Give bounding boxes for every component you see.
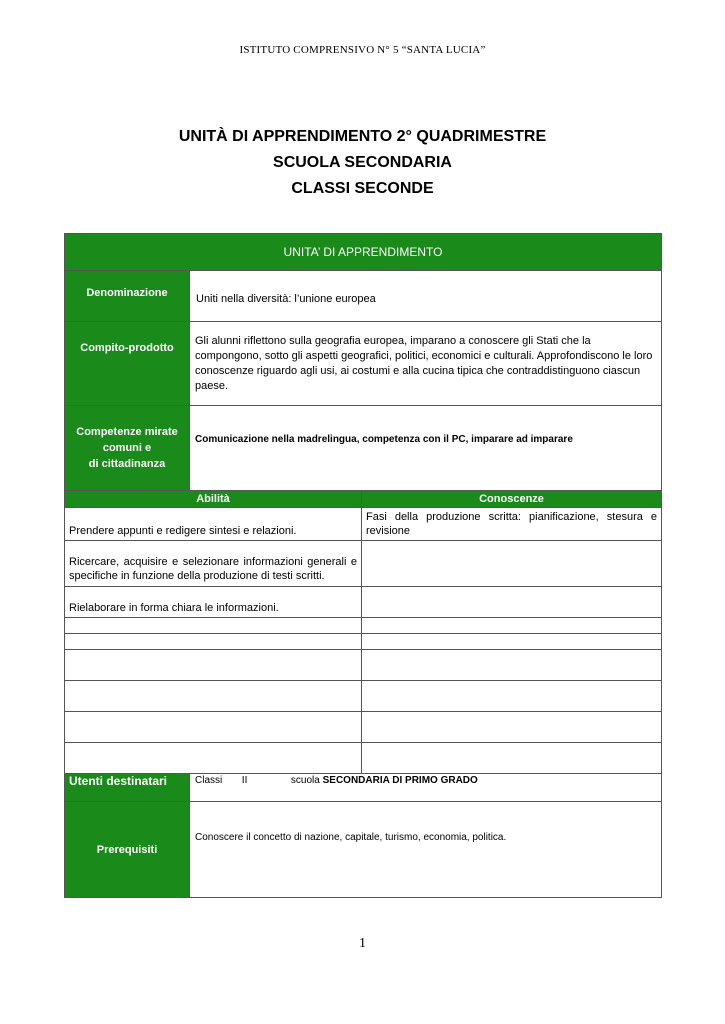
empty-cell	[362, 712, 662, 743]
competenze-label	[65, 406, 190, 491]
prerequisiti-label-text: Prerequisiti	[96, 843, 158, 856]
compito-label-text: Compito-prodotto	[80, 342, 174, 354]
utenti-label-text: Utenti destinatari	[69, 774, 168, 788]
denominazione-label-text: Denominazione	[86, 287, 168, 299]
abilita-cell-2: Ricercare, acquisire e selezionare informazioni generali e specifiche in funzione della produzione di testi scritti.	[65, 541, 362, 587]
empty-cell	[362, 618, 662, 634]
empty-row	[65, 618, 362, 634]
prerequisiti-label	[65, 802, 190, 898]
utenti-numero: II	[241, 775, 248, 786]
uda-table	[64, 233, 662, 898]
utenti-classi: Classi	[195, 775, 223, 786]
denominazione-label	[65, 271, 190, 322]
empty-cell	[362, 743, 662, 774]
utenti-grado: SECONDARIA DI PRIMO GRADO	[322, 775, 478, 786]
abilita-header: Abilità	[65, 491, 362, 508]
title-line-3: CLASSI SECONDE	[291, 180, 434, 197]
compito-label	[65, 322, 190, 406]
table-heading	[65, 234, 662, 271]
utenti-value	[190, 774, 662, 802]
conoscenze-cell-2	[362, 541, 662, 587]
page-number: 1	[359, 936, 366, 951]
empty-row	[65, 712, 362, 743]
conoscenze-header: Conoscenze	[362, 491, 662, 508]
competenze-label-line-3: di cittadinanza	[88, 458, 166, 470]
title-line-1: UNITÀ DI APPRENDIMENTO 2° QUADRIMESTRE	[178, 128, 547, 145]
document-header: ISTITUTO COMPRENSIVO N° 5 “SANTA LUCIA”	[239, 44, 486, 56]
conoscenze-cell-1: Fasi della produzione scritta: pianificazione, stesura e revisione	[362, 508, 662, 541]
prerequisiti-value: Conoscere il concetto di nazione, capitale, turismo, economia, politica.	[190, 802, 662, 898]
empty-cell	[362, 650, 662, 681]
empty-row	[65, 743, 362, 774]
abilita-cell-3: Rielaborare in forma chiara le informazioni.	[65, 587, 362, 618]
competenze-value: Comunicazione nella madrelingua, competenza con il PC, imparare ad imparare	[190, 406, 662, 491]
utenti-scuola: scuola	[290, 775, 320, 786]
table-heading-text: UNITA’ DI APPRENDIMENTO	[283, 245, 443, 259]
compito-value: Gli alunni riflettono sulla geografia europea, imparano a conoscere gli Stati che la compongono, sotto gli aspetti geografici, politici, economici e culturali. Approfondiscono le loro conoscenze riguardo agli usi, ai costumi e alla cucina tipica che contraddistinguono ciascun paese.	[190, 322, 662, 406]
title-line-2: SCUOLA SECONDARIA	[273, 154, 452, 171]
document-titles	[0, 124, 725, 202]
denominazione-value: Uniti nella diversità: l’unione europea	[190, 271, 662, 322]
empty-row	[65, 681, 362, 712]
empty-cell	[362, 681, 662, 712]
empty-cell	[362, 634, 662, 650]
empty-row	[65, 634, 362, 650]
abilita-cell-1: Prendere appunti e redigere sintesi e relazioni.	[65, 508, 362, 541]
competenze-label-line-1: Competenze mirate	[76, 426, 178, 438]
empty-row	[65, 650, 362, 681]
conoscenze-cell-3	[362, 587, 662, 618]
competenze-label-line-2: comuni e	[102, 442, 152, 454]
utenti-label	[65, 774, 190, 802]
